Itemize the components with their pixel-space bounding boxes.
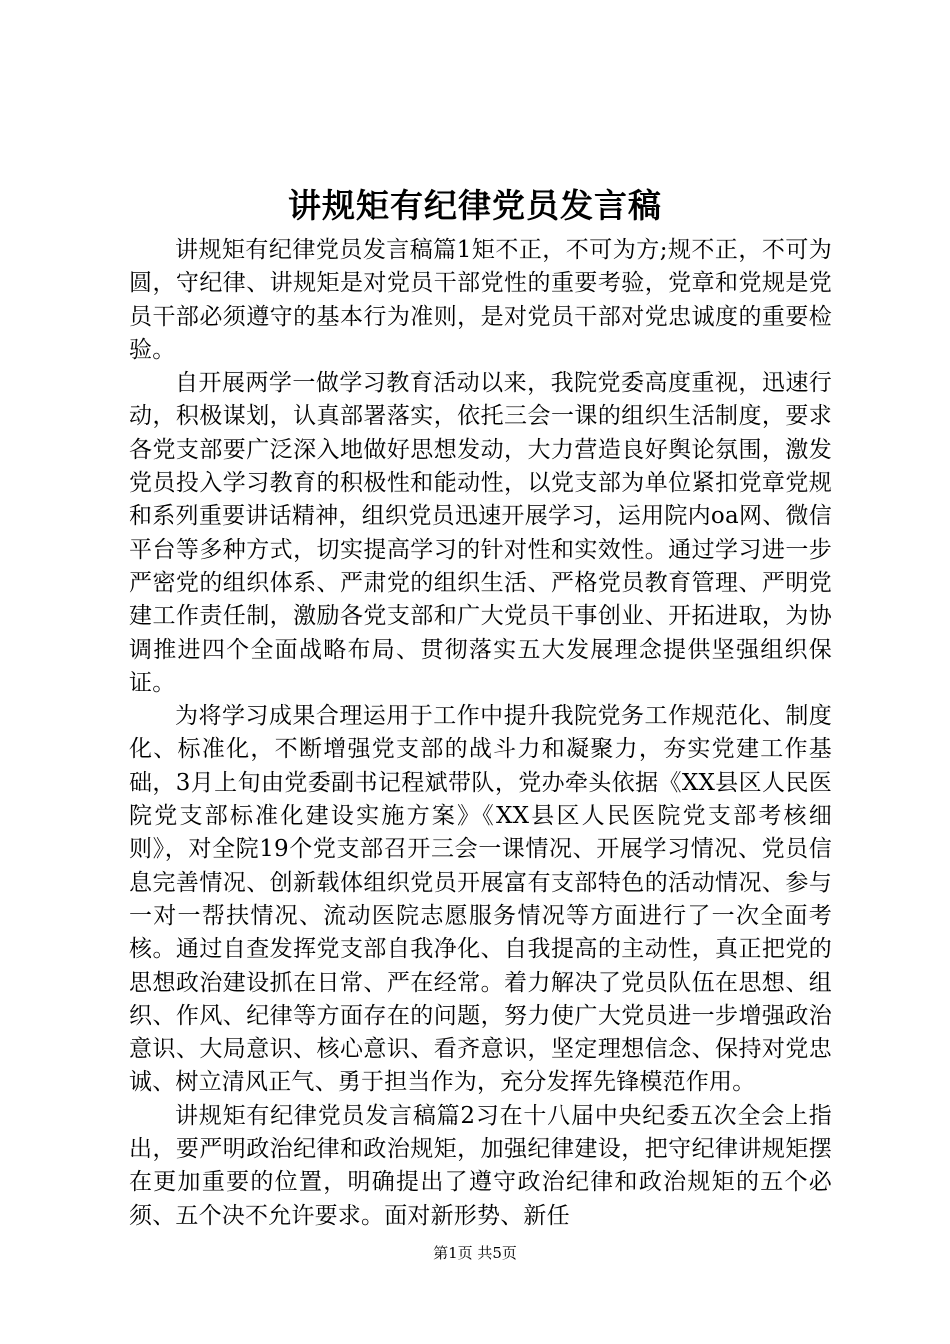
paragraph-3: 为将学习成果合理运用于工作中提升我院党务工作规范化、制度化、标准化，不断增强党支部的战斗力和凝聚力，夯实党建工作基础，3月上旬由党委副书记程斌带队，党办牵头依据《XX县区人民医院党支部标准化建设实施方案》《XX县区人民医院党支部考核细则》，对全院19个党支部召开三会一课情况、开展学习情况、党员信息完善情况、创新载体组织党员开展富有支部特色的活动情况、参与一对一帮扶情况、流动医院志愿服务情况等方面进行了一次全面考核。通过自查发挥党支部自我净化、自我提高的主动性，真正把党的思想政治建设抓在日常、严在经常。着力解决了党员队伍在思想、组织、作风、纪律等方面存在的问题，努力使广大党员进一步增强政治意识、大局意识、核心意识、看齐意识，坚定理想信念、保持对党忠诚、树立清风正气、勇于担当作为，充分发挥先锋模范作用。 bbox=[129, 703, 832, 1096]
document-body bbox=[129, 234, 832, 1233]
paragraph-1: 讲规矩有纪律党员发言稿篇1矩不正，不可为方;规不正，不可为圆，守纪律、讲规矩是对党员干部党性的重要考验，党章和党规是党员干部必须遵守的基本行为准则，是对党员干部对党忠诚度的重要检验。 bbox=[129, 237, 832, 363]
paragraph-2: 自开展两学一做学习教育活动以来，我院党委高度重视，迅速行动，积极谋划，认真部署落实，依托三会一课的组织生活制度，要求各党支部要广泛深入地做好思想发动，大力营造良好舆论氛围，激发党员投入学习教育的积极性和能动性，以党支部为单位紧扣党章党规和系列重要讲话精神，组织党员迅速开展学习，运用院内oa网、微信平台等多种方式，切实提高学习的针对性和实效性。通过学习进一步严密党的组织体系、严肃党的组织生活、严格党员教育管理、严明党建工作责任制，激励各党支部和广大党员干事创业、开拓进取，为协调推进四个全面战略布局、贯彻落实五大发展理念提供坚强组织保证。 bbox=[129, 370, 832, 696]
page-number-footer: 第1页 共5页 bbox=[433, 1244, 517, 1262]
paragraph-4: 讲规矩有纪律党员发言稿篇2习在十八届中央纪委五次全会上指出，要严明政治纪律和政治规矩，加强纪律建设，把守纪律讲规矩摆在更加重要的位置，明确提出了遵守政治纪律和政治规矩的五个必须、五个决不允许要求。面对新形势、新任 bbox=[129, 1102, 832, 1229]
document-title: 讲规矩有纪律党员发言稿 bbox=[288, 186, 662, 225]
